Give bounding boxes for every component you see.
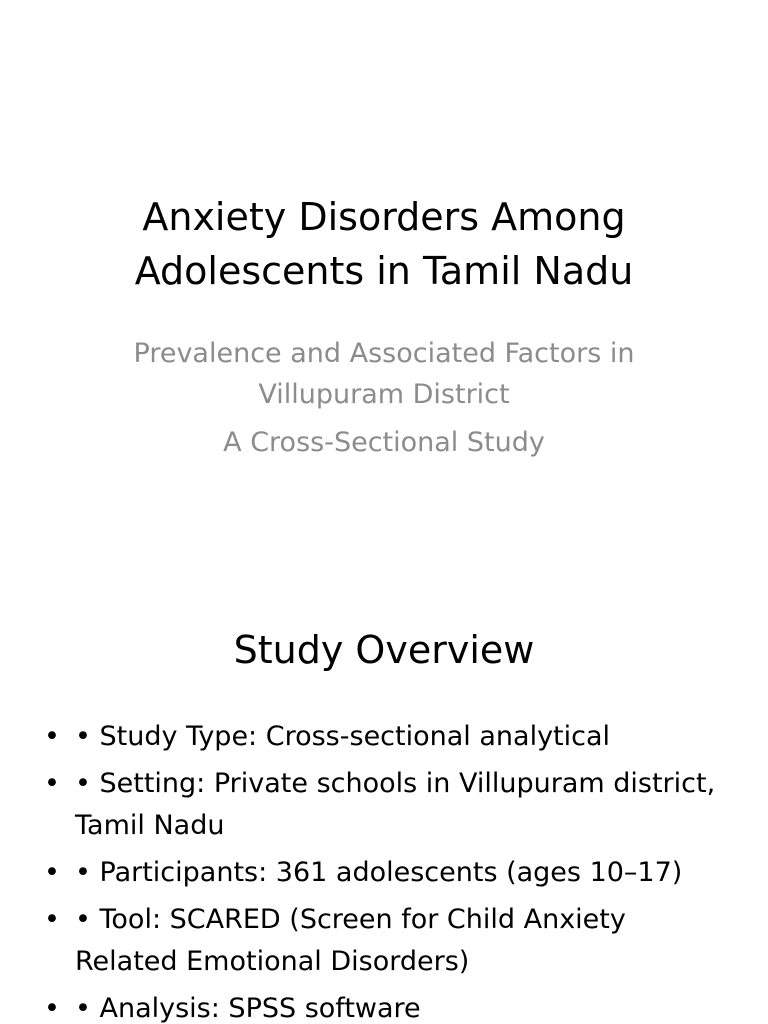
bullet-text: • Tool: SCARED (Screen for Child Anxiety Related Emotional Disorders) [75,904,626,977]
bullet-text: • Participants: 361 adolescents (ages 10–17) [75,857,683,888]
list-item [38,852,728,894]
list-item [38,763,728,847]
bullet-text: • Study Type: Cross-sectional analytical [75,721,611,752]
bullet-marker: • [44,768,60,799]
bullet-list [38,716,728,1024]
subtitle-line-3: A Cross-Sectional Study [223,427,545,458]
slide-title-line-2: Adolescents in Tamil Nadu [134,249,634,293]
subtitle-text-2: Villupuram District [258,379,510,410]
bullet-marker: • [44,993,60,1024]
bullet-marker: • [44,721,60,752]
list-item [38,899,728,983]
bullet-marker: • [44,857,60,888]
section-title: Study Overview [233,628,535,672]
slide-title-line-1: Anxiety Disorders Among [142,195,626,239]
overview-slide [0,576,768,1024]
list-item [38,716,728,758]
bullet-text: • Setting: Private schools in Villupuram district, Tamil Nadu [75,768,716,841]
slide-title [40,190,728,298]
bullet-marker: • [44,904,60,935]
subtitle-line-1 [40,333,728,415]
list-item [38,988,728,1024]
slide-subtitle [40,333,728,463]
subtitle-text-1: Prevalence and Associated Factors in [133,338,635,369]
bullet-text: • Analysis: SPSS software [75,993,421,1024]
